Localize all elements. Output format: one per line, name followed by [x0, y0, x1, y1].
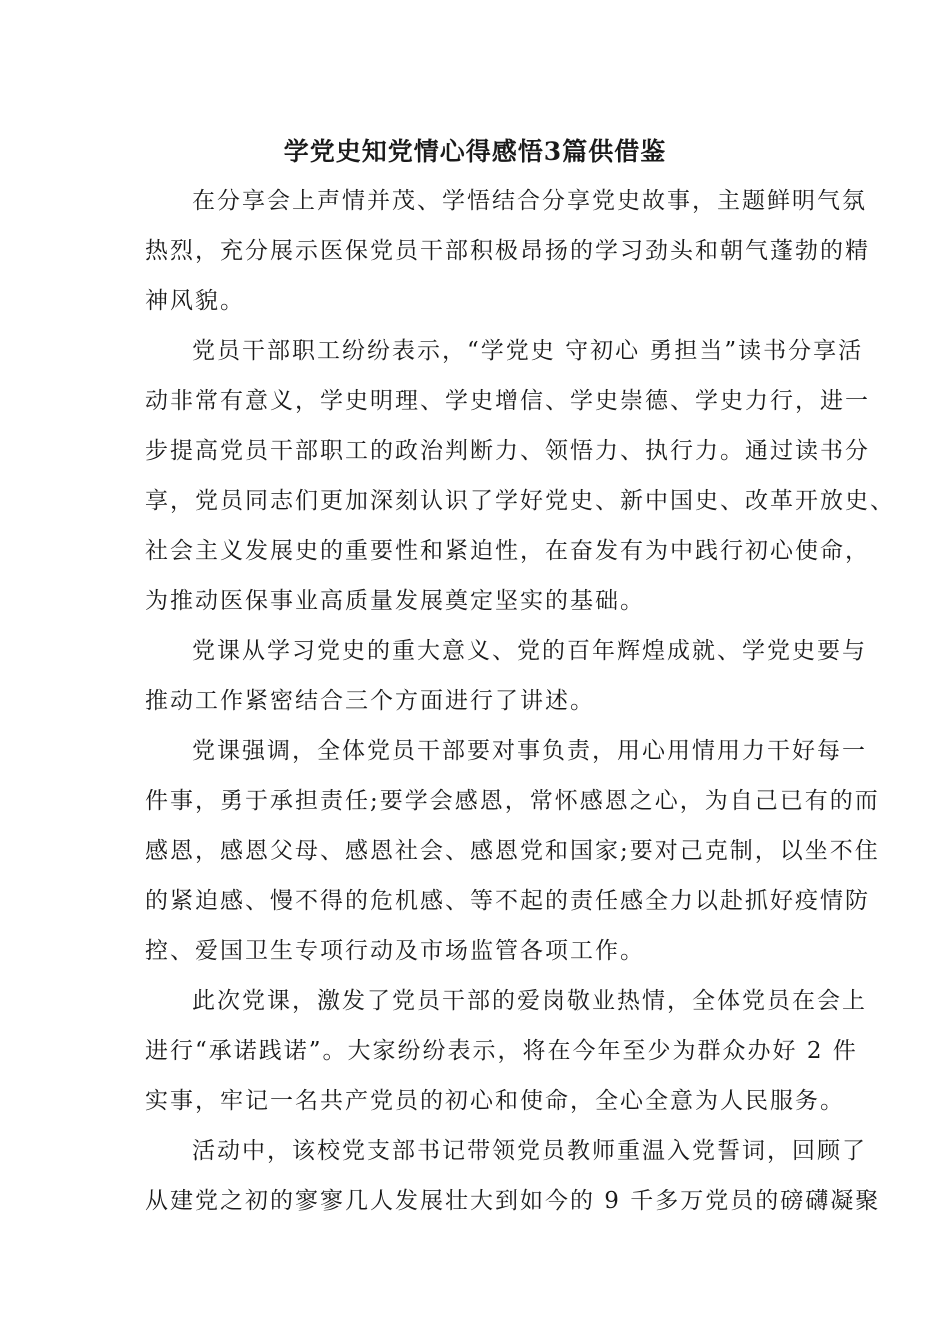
paragraph-1-line-1: 在分享会上声情并茂、学悟结合分享党史故事，主题鲜明气氛	[192, 188, 867, 214]
paragraph-4-line-5: 控、爱国卫生专项行动及市场监管各项工作。	[145, 938, 645, 964]
paragraph-4-line-3: 感恩，感恩父母、感恩社会、感恩党和国家;要对己克制，以坐不住	[145, 838, 880, 864]
paragraph-2-line-6: 为推动医保事业高质量发展奠定坚实的基础。	[145, 588, 645, 614]
paragraph-2-line-1: 党员干部职工纷纷表示，“学党史 守初心 勇担当”读书分享活	[192, 338, 864, 364]
paragraph-3-line-2: 推动工作紧密结合三个方面进行了讲述。	[145, 688, 595, 714]
document-title: 学党史知党情心得感悟3篇供借鉴	[283, 137, 667, 166]
paragraph-3-line-1: 党课从学习党史的重大意义、党的百年辉煌成就、学党史要与	[192, 638, 867, 664]
paragraph-2-line-4: 享，党员同志们更加深刻认识了学好党史、新中国史、改革开放史、	[145, 488, 895, 514]
paragraph-4-line-4: 的紧迫感、慢不得的危机感、等不起的责任感全力以赴抓好疫情防	[145, 888, 870, 914]
paragraph-2-line-2: 动非常有意义，学史明理、学史增信、学史崇德、学史力行，进一	[145, 388, 870, 414]
paragraph-1-line-3: 神风貌。	[145, 288, 245, 314]
paragraph-4-line-2: 件事，勇于承担责任;要学会感恩，常怀感恩之心，为自己已有的而	[145, 788, 880, 814]
paragraph-6-line-2: 从建党之初的寥寥几人发展壮大到如今的 9 千多万党员的磅礴凝聚	[145, 1188, 881, 1214]
paragraph-4-line-1: 党课强调，全体党员干部要对事负责，用心用情用力干好每一	[192, 738, 867, 764]
paragraph-5-line-3: 实事，牢记一名共产党员的初心和使命，全心全意为人民服务。	[145, 1088, 845, 1114]
paragraph-2-line-3: 步提高党员干部职工的政治判断力、领悟力、执行力。通过读书分	[145, 438, 870, 464]
paragraph-1-line-2: 热烈，充分展示医保党员干部积极昂扬的学习劲头和朝气蓬勃的精	[145, 238, 870, 264]
paragraph-5-line-2: 进行“承诺践诺”。大家纷纷表示，将在今年至少为群众办好 2 件	[145, 1038, 858, 1064]
paragraph-6-line-1: 活动中，该校党支部书记带领党员教师重温入党誓词，回顾了	[192, 1138, 867, 1164]
paragraph-2-line-5: 社会主义发展史的重要性和紧迫性，在奋发有为中践行初心使命，	[145, 538, 870, 564]
paragraph-5-line-1: 此次党课，激发了党员干部的爱岗敬业热情，全体党员在会上	[192, 988, 867, 1014]
